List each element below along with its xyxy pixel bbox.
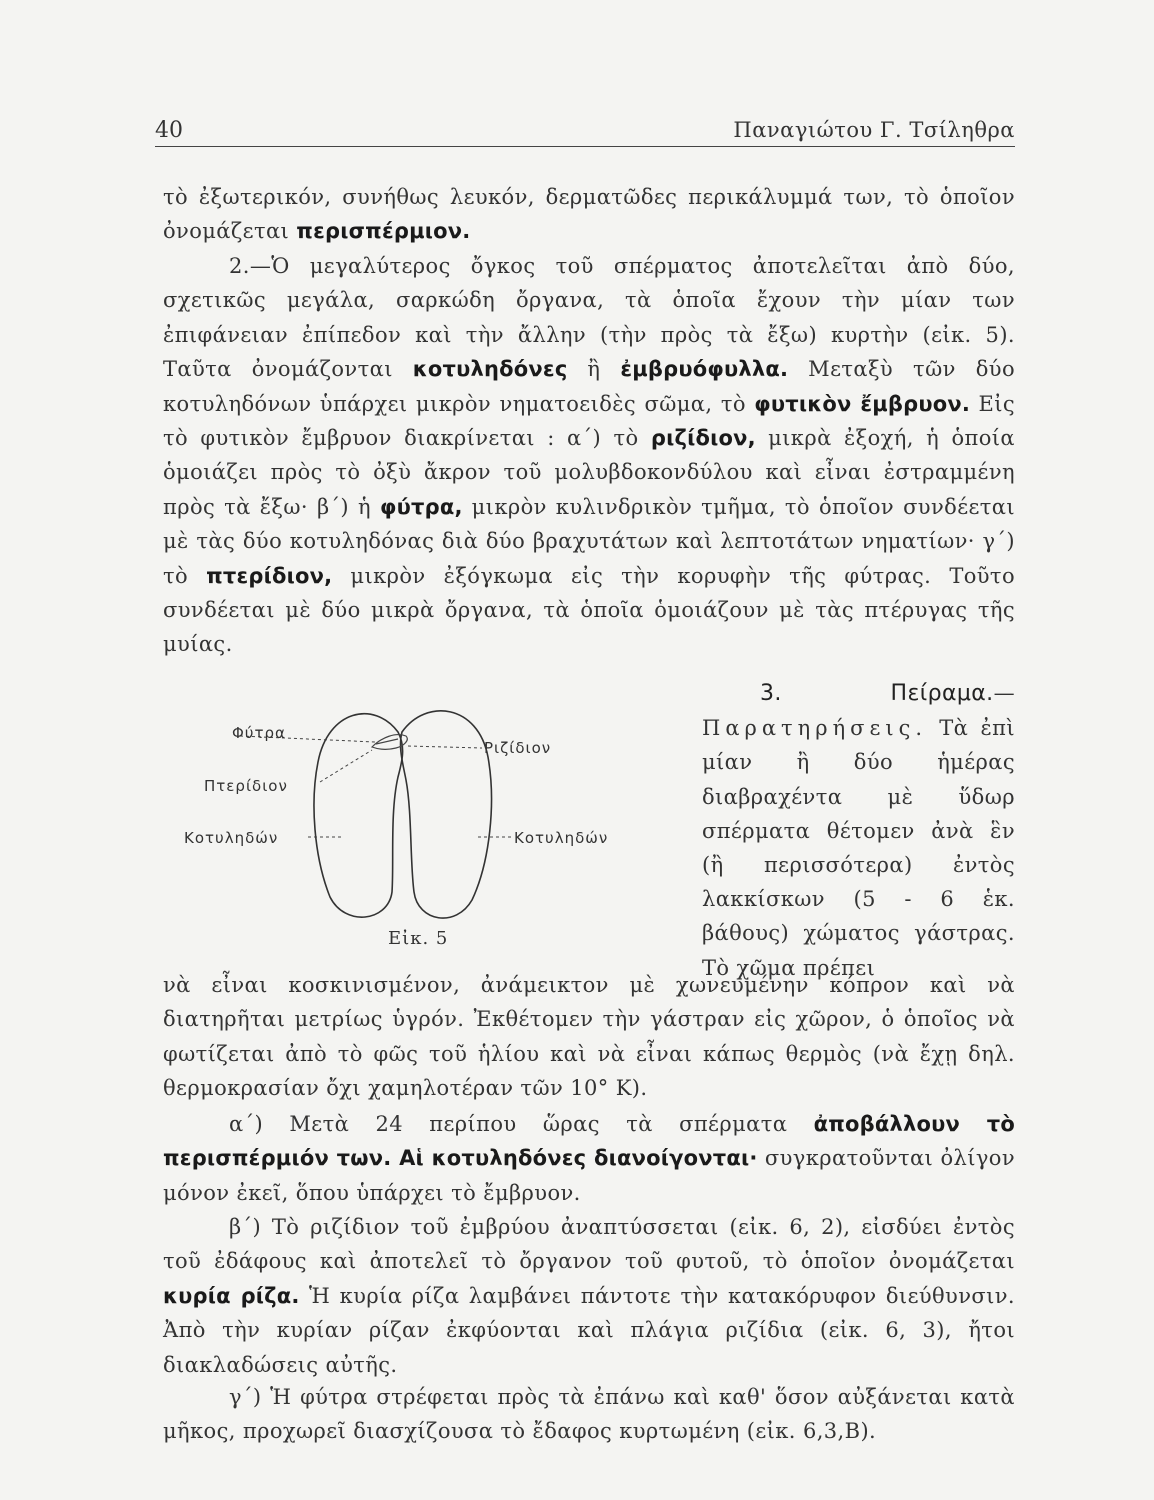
section-3-intro	[702, 676, 1015, 985]
label-kotyledon-left: Κοτυληδών	[184, 829, 279, 847]
para1-line1: τὸ ἐξωτερικόν, συνήθως λευκόν, δερματῶδες περικάλυμμά των, τὸ	[163, 185, 930, 209]
para2-text-1: 2.—Ὁ μεγαλύτερος ὄγκος τοῦ σπέρματος ἀποτελεῖται ἀπὸ δύο, σχετικῶς μεγάλα, σαρκώδη ὄργανα, τὰ ὁποῖα ἔχουν τὴν μίαν των ἐπιφάνειαν ἐπίπεδον καὶ τὴν ἄλλην (τὴν πρὸς τὰ ἔξω) κυρτὴν (εἰκ. 5). Ταῦτα ὀνομάζονται	[163, 254, 1015, 382]
cotyledon-right-outline	[401, 711, 492, 918]
term-rizidion: ριζίδιον,	[650, 426, 756, 451]
para5-bold: ἀποβάλλουν τὸ περισπέρμιόν των. Αἱ κοτυληδόνες διανοίγονται·	[163, 1112, 1015, 1171]
para7-text: γ΄) Ἡ φύτρα στρέφεται πρὸς τὰ ἐπάνω καὶ καθ' ὅσον αὐξάνεται κατὰ μῆκος, προχωρεῖ διασχίζουσα τὸ ἔδαφος κυρτωμένη (εἰκ. 6,3,Β).	[163, 1385, 1015, 1444]
term-pteridion: πτερίδιον,	[206, 563, 333, 588]
figure-caption: Εἰκ. 5	[388, 928, 449, 949]
paragraph-6	[163, 1210, 1015, 1382]
paragraph-7	[163, 1380, 1015, 1449]
paragraph-2	[163, 249, 1015, 662]
label-kotyledon-right: Κοτυληδών	[514, 829, 609, 847]
para2-text-4: Εἰς τὸ φυτικὸν ἔμβρυον διακρίνεται : α΄) τὸ	[163, 391, 1015, 451]
leader-rizidion	[408, 746, 482, 748]
term-emvryofylla: ἐμβρυόφυλλα.	[620, 357, 789, 382]
paragraph-5	[163, 1107, 1015, 1210]
label-pteridion: Πτερίδιον	[204, 777, 288, 795]
term-kotyledones: κοτυληδόνες	[412, 357, 568, 382]
label-rizidion: Ριζίδιον	[484, 739, 552, 757]
para2-text-5: μικρὰ ἐξοχή, ἡ ὁποία ὁμοιάζει πρὸς τὸ ὀξὺ ἄκρον τοῦ μολυβδοκονδύλου καὶ εἶναι ἐστραμμένη πρὸς τὰ ἔξω· β΄) ἡ	[163, 426, 1015, 519]
cotyledon-left-outline	[314, 714, 403, 917]
figure-5	[160, 692, 680, 962]
label-fytra: Φύτρα	[232, 724, 286, 742]
term-perispermion: περισπέρμιον.	[296, 219, 471, 244]
paragraph-1	[163, 180, 1015, 249]
term-fytiko-emvryo: φυτικὸν ἔμβρυον.	[754, 391, 971, 416]
paragraph-4: νὰ εἶναι κοσκινισμένον, ἀνάμεικτον μὲ χωνευμένην κόπρον καὶ νὰ διατηρῆται μετρίως ὑγρόν. Ἐκθέτομεν τὴν γάστραν εἰς χῶρον, ὁ ὁποῖος νὰ φωτίζεται ἀπὸ τὸ φῶς τοῦ ἡλίου καὶ νὰ εἶναι κάπως θερμὸς (νὰ ἔχῃ δηλ. θερμοκρασίαν ὄχι χαμηλοτέραν τῶν 10° Κ).	[163, 973, 1015, 1101]
para2-text-2: ἢ	[567, 357, 621, 382]
para2-text-7: μικρὸν ἐξόγκωμα εἰς τὴν κορυφὴν τῆς φύτρας. Τοῦτο συνδέεται μὲ δύο μικρὰ ὄργανα, τὰ ὁποῖα ὁμοιάζουν μὲ τὰς πτέρυγας τῆς μυίας.	[163, 563, 1015, 657]
para1-line2-text: ὁποῖον ὀνομάζεται	[163, 185, 1016, 244]
section-dash: —	[993, 681, 1015, 705]
page-header	[155, 112, 1015, 147]
term-kyria-riza: κυρία ρίζα.	[163, 1283, 300, 1308]
section-heading: 3. Πείραμα.	[760, 681, 994, 706]
section-3-text: Τὰ ἐπὶ μίαν ἢ δύο ἡμέρας διαβραχέντα μὲ ὕδωρ σπέρματα θέτομεν ἀνὰ ἓν (ἢ περισσότερα) ἐντὸς λακκίσκων (5 - 6 ἑκ. βάθους) χώματος γάστρας. Τὸ χῶμα πρέπει	[702, 716, 1015, 980]
term-fytra: φύτρα,	[379, 494, 463, 519]
running-head: Παναγιώτου Γ. Τσίληθρα	[733, 118, 1015, 142]
para5-text-1: α΄) Μετὰ 24 περίπου ὥρας τὰ σπέρματα	[229, 1112, 814, 1136]
para6-text-2: Ἡ κυρία ρίζα λαμβάνει πάντοτε τὴν κατακόρυφον διεύθυνσιν. Ἀπὸ τὴν κυρίαν ρίζαν ἐκφύονται καὶ πλάγια ριζίδια (εἰκ. 6, 3), ἤτοι διακλαδώσεις αὐτῆς.	[163, 1283, 1016, 1377]
para6-text-1: β΄) Τὸ ριζίδιον τοῦ ἐμβρύου ἀναπτύσσεται (εἰκ. 6, 2), εἰσδύει ἐντὸς τοῦ ἐδάφους καὶ ἀποτελεῖ τὸ ὄργανον τοῦ φυτοῦ, τὸ ὁποῖον ὀνομάζεται	[163, 1215, 1015, 1274]
section-subheading: Παρατηρήσεις.	[702, 716, 928, 741]
para2-text-3: Μεταξὺ τῶν δύο κοτυληδόνων ὑπάρχει μικρὸν νηματοειδὲς σῶμα, τὸ	[163, 357, 1015, 416]
para2-text-6: μικρὸν κυλινδρικὸν τμῆμα, τὸ ὁποῖον συνδέεται μὲ τὰς δύο κοτυληδόνας διὰ δύο βραχυτάτων καὶ λεπτοτάτων νηματίων· γ΄) τὸ	[163, 494, 1015, 588]
para5-text-2: συγκρατοῦνται ὀλίγον μόνον ἐκεῖ, ὅπου ὑπάρχει τὸ ἔμβρυον.	[163, 1146, 1016, 1205]
leader-pteridion	[320, 750, 372, 782]
page-number: 40	[155, 118, 183, 143]
